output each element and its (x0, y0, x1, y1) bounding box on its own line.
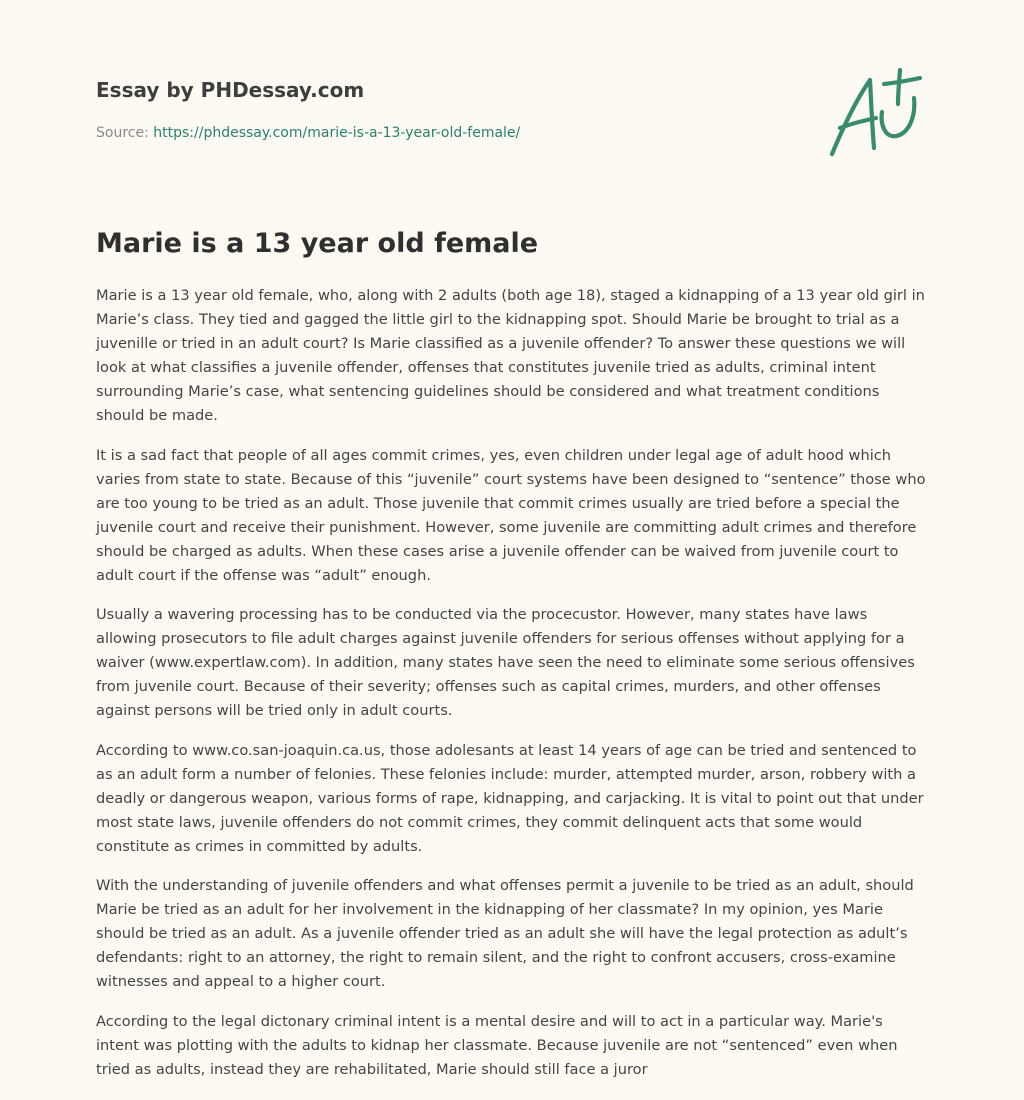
source-line (96, 124, 928, 142)
essay-paragraph: Usually a wavering processing has to be conducted via the procecustor. However, many states have laws allowing prosecutors to file adult charges against juvenile offenders for serious offenses without applying for a waiver (www.expertlaw.com). In addition, many states have seen the need to eliminate some serious offensives from juvenile court. Because of their severity; offenses such as capital crimes, murders, and other offenses against persons will be tried only in adult courts. (96, 606, 915, 719)
essay-paragraph: With the understanding of juvenile offenders and what offenses permit a juvenile to be tried as an adult, should Marie be tried as an adult for her involvement in the kidnapping of her classmate? In my opinion, yes Marie should be tried as an adult. As a juvenile offender tried as an adult she will have the legal protection as adult’s defendants: right to an attorney, the right to remain silent, and the right to confront accusers, cross-examine witnesses and appeal to a higher court. (96, 877, 914, 990)
essay-paragraph: According to www.co.san-joaquin.ca.us, those adolesants at least 14 years of age can be tried and sentenced to as an adult form a number of felonies. These felonies include: murder, attempted murder, arson, robbery with a deadly or dangerous weapon, various forms of rape, kidnapping, and carjacking. It is vital to point out that under most state laws, juvenile offenders do not commit crimes, they commit delinquent acts that some would constitute as crimes in committed by adults. (96, 741, 924, 855)
a-plus-grade-icon (826, 68, 926, 164)
essay-paragraph: It is a sad fact that people of all ages commit crimes, yes, even children under legal age of adult hood which varies from state to state. Because of this “juvenile” court systems have been designed to “sentence” those who are too young to be tried as an adult. Those juvenile that commit crimes usually are tried before a special the juvenile court and receive their punishment. However, some juvenile are committing adult crimes and therefore should be charged as adults. When these cases arise a juvenile offender can be waived from juvenile court to adult court if the offense was “adult” enough. (96, 446, 926, 584)
essay-body (96, 284, 928, 1097)
source-link[interactable]: https://phdessay.com/marie-is-a-13-year-old-female/ (153, 125, 521, 141)
source-label: Source: (96, 125, 149, 141)
site-brand: Essay by PHDessay.com (96, 78, 365, 102)
essay-title: Marie is a 13 year old female (96, 228, 539, 259)
essay-paragraph: Marie is a 13 year old female, who, along with 2 adults (both age 18), staged a kidnapping of a 13 year old girl in Marie’s class. They tied and gagged the little girl to the kidnapping spot. Should Marie be brought to trial as a juvenille or tried in an adult court? Is Marie classified as a juvenile offender? To answer these questions we will look at what classifies a juvenile offender, offenses that constitutes juvenile tried as adults, criminal intent surrounding Marie’s case, what sentencing guidelines should be considered and what treatment conditions should be made. (96, 287, 925, 424)
page-header (96, 76, 928, 176)
essay-page (96, 0, 928, 1100)
essay-paragraph: According to the legal dictonary criminal intent is a mental desire and will to act in a particular way. Marie's intent was plotting with the adults to kidnap her classmate. Because juvenile are not “sentenced” even when tried as adults, instead they are rehabilitated, Marie should still face a juror (96, 1012, 898, 1078)
